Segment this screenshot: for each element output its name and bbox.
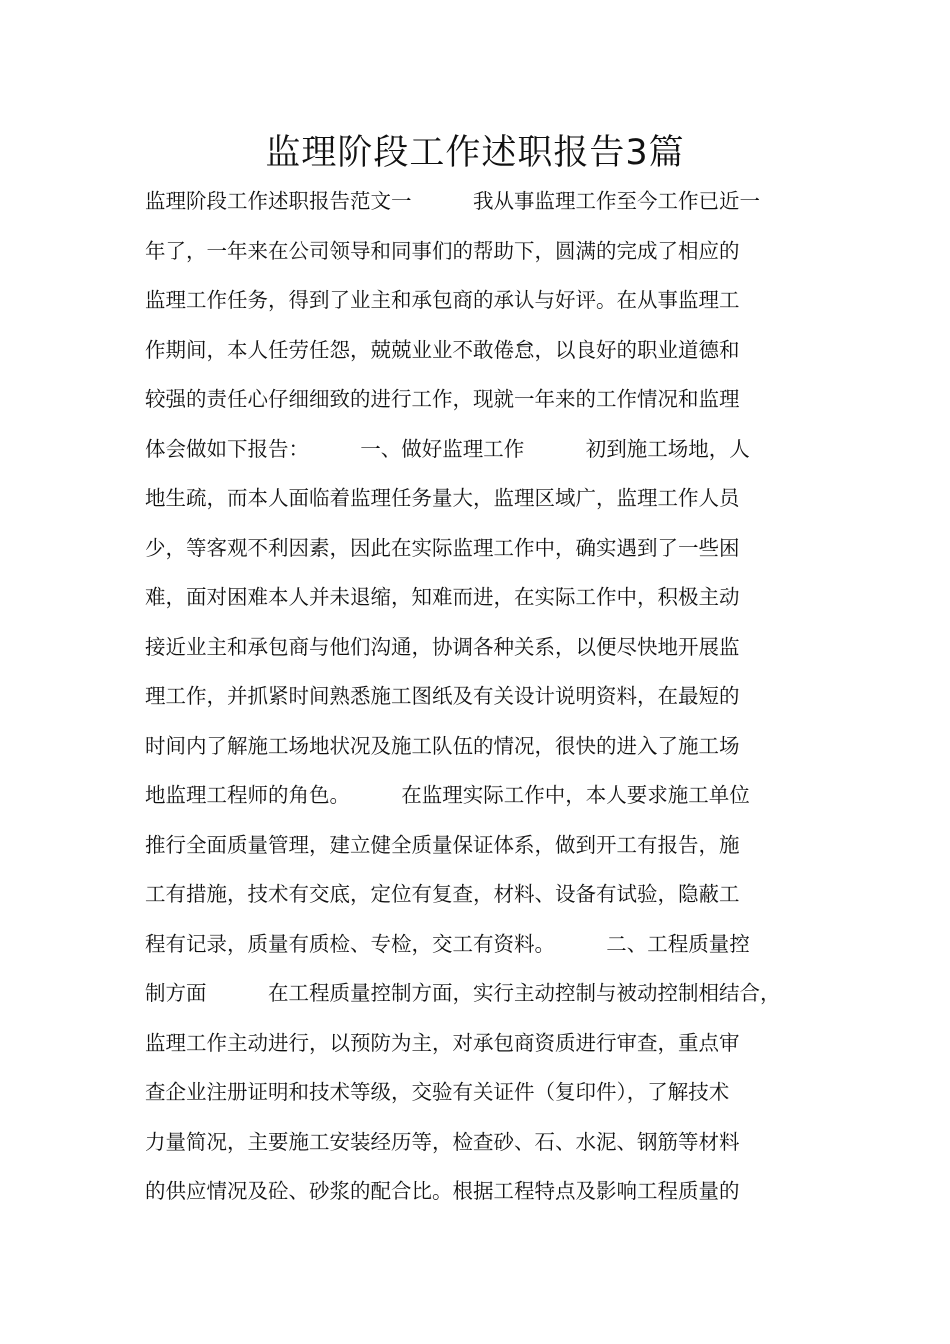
document-body: [145, 177, 825, 1217]
body-line: 地生疏，而本人面临着监理任务量大，监理区域广，监理工作人员: [145, 486, 740, 510]
body-line: 监理工作主动进行，以预防为主，对承包商资质进行审查，重点审: [145, 1030, 740, 1055]
body-line: 理工作，并抓紧时间熟悉施工图纸及有关设计说明资料，在最短的: [145, 684, 740, 708]
body-line: 难，面对困难本人并未退缩，知难而进，在实际工作中，积极主动: [145, 585, 740, 609]
body-line: 制方面 在工程质量控制方面，实行主动控制与被动控制相结合，: [145, 981, 781, 1005]
body-line: 工有措施，技术有交底，定位有复查，材料、设备有试验，隐蔽工: [145, 882, 740, 906]
body-line: 少，等客观不利因素，因此在实际监理工作中，确实遇到了一些困: [145, 535, 740, 560]
body-line: 较强的责任心仔细细致的进行工作，现就一年来的工作情况和监理: [145, 387, 740, 411]
body-line: 年了，一年来在公司领导和同事们的帮助下，圆满的完成了相应的: [145, 238, 740, 263]
body-line: 力量简况，主要施工安装经历等，检查砂、石、水泥、钢筋等材料: [145, 1129, 740, 1154]
body-line: 时间内了解施工场地状况及施工队伍的情况，很快的进入了施工场: [145, 733, 740, 758]
body-line: 体会做如下报告： 一、做好监理工作 初到施工场地，人: [145, 436, 750, 461]
body-line: 推行全面质量管理，建立健全质量保证体系，做到开工有报告，施: [145, 832, 740, 857]
document-title: 监理阶段工作述职报告3篇: [265, 133, 685, 173]
body-line: 作期间，本人任劳任怨，兢兢业业不敢倦怠，以良好的职业道德和: [145, 337, 740, 362]
body-line: 监理工作任务，得到了业主和承包商的承认与好评。在从事监理工: [145, 288, 740, 312]
body-line: 接近业主和承包商与他们沟通，协调各种关系，以便尽快地开展监: [145, 634, 740, 659]
body-line: 地监理工程师的角色。 在监理实际工作中，本人要求施工单位: [145, 783, 750, 807]
body-line: 查企业注册证明和技术等级，交验有关证件（复印件），了解技术: [145, 1080, 730, 1104]
body-line: 程有记录，质量有质检、专检，交工有资料。 二、工程质量控: [145, 931, 750, 956]
body-line: 监理阶段工作述职报告范文一 我从事监理工作至今工作已近一: [145, 189, 760, 213]
body-line: 的供应情况及砼、砂浆的配合比。根据工程特点及影响工程质量的: [145, 1179, 740, 1203]
